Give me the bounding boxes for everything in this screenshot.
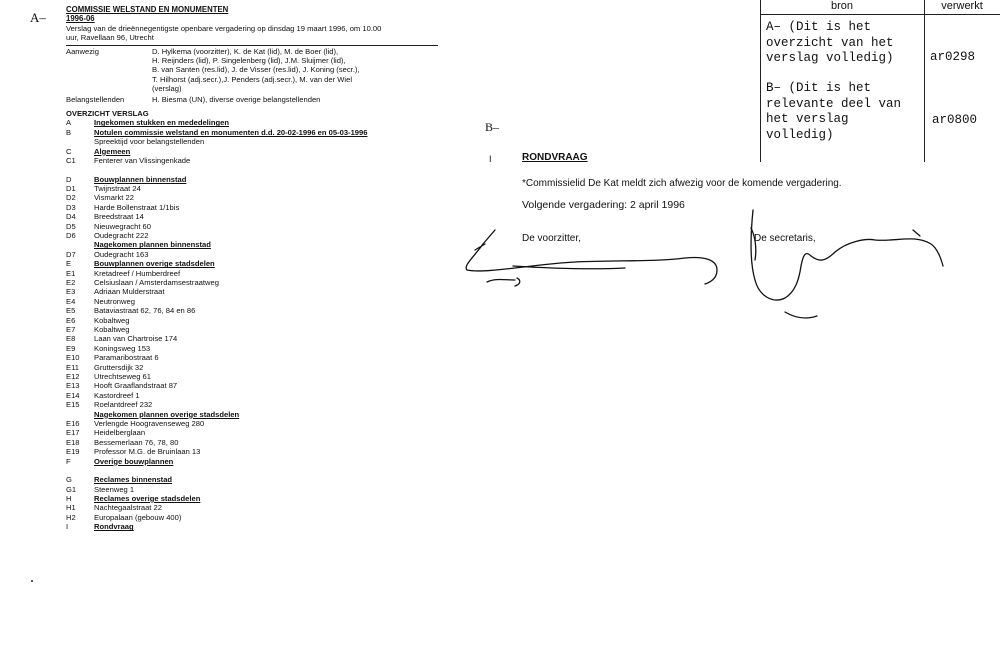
agenda-item-code: H1 bbox=[66, 503, 76, 513]
stakeholders-block bbox=[66, 95, 438, 104]
column-header-bron: bron bbox=[760, 0, 924, 15]
agenda-item bbox=[66, 457, 438, 466]
agenda-item-code: E19 bbox=[66, 447, 80, 457]
agenda-item bbox=[66, 306, 438, 315]
source-note-a: A– (Dit is het overzicht van het verslag volledig) bbox=[766, 20, 894, 65]
agenda-item-code: E8 bbox=[66, 334, 76, 344]
overview-title: OVERZICHT VERSLAG bbox=[66, 109, 149, 119]
agenda-item-code: E16 bbox=[66, 419, 80, 429]
agenda-item bbox=[66, 438, 438, 447]
agenda-item bbox=[66, 231, 438, 240]
agenda-item-code: E10 bbox=[66, 353, 80, 363]
agenda-item bbox=[66, 184, 438, 193]
agenda-item bbox=[66, 391, 438, 400]
agenda-item-text: Ingekomen stukken en mededelingen bbox=[94, 118, 230, 128]
agenda-item-text: Bouwplannen binnenstad bbox=[94, 174, 187, 184]
next-meeting: Volgende vergadering: 2 april 1996 bbox=[522, 199, 685, 211]
agenda-item-text: Steenweg 1 bbox=[94, 484, 135, 494]
agenda-item-text: Bouwplannen overige stadsdelen bbox=[94, 259, 215, 269]
agenda-item-code bbox=[66, 137, 94, 146]
agenda-item-code: C bbox=[66, 146, 72, 156]
agenda-item-text: Rondvraag bbox=[94, 522, 134, 532]
agenda-item bbox=[66, 297, 438, 306]
agenda-item bbox=[66, 128, 438, 137]
report-overview-column bbox=[66, 5, 438, 532]
agenda-item-code: E17 bbox=[66, 428, 80, 438]
agenda-item-text: Gruttersdijk 32 bbox=[94, 362, 144, 372]
agenda-item-code: E7 bbox=[66, 325, 76, 334]
agenda-item bbox=[66, 193, 438, 202]
agenda-item-code bbox=[66, 240, 94, 249]
agenda-item bbox=[66, 344, 438, 353]
intro-line-1: Verslag van de drieënnegentigste openbare vergadering op dinsdag 19 maart 1996, om 10.00 bbox=[66, 23, 382, 33]
agenda-item-code: C1 bbox=[66, 156, 76, 166]
agenda-item bbox=[66, 118, 438, 127]
agenda-item-text: Professor M.G. de Bruinlaan 13 bbox=[94, 447, 201, 457]
agenda-item-code: G bbox=[66, 475, 72, 485]
agenda-item-code: D1 bbox=[66, 183, 76, 193]
agenda-item-text: Breedstraat 14 bbox=[94, 212, 144, 222]
agenda-item bbox=[66, 287, 438, 296]
agenda-item-text: Nagekomen plannen overige stadsdelen bbox=[94, 409, 240, 419]
agenda-item-text: Notulen commissie welstand en monumenten d.d. 20-02-1996 en 05-03-1996 bbox=[94, 127, 368, 137]
agenda-item-text: Kretadreef / Humberdreef bbox=[94, 268, 181, 278]
agenda-item bbox=[66, 381, 438, 390]
agenda-item-code: D3 bbox=[66, 202, 76, 212]
agenda-item bbox=[66, 250, 438, 259]
agenda-item bbox=[66, 269, 438, 278]
agenda-item-text: Heidelberglaan bbox=[94, 428, 146, 438]
agenda-item bbox=[66, 222, 438, 231]
agenda-item bbox=[66, 522, 438, 531]
agenda-item bbox=[66, 447, 438, 456]
agenda-item-text: Adriaan Mulderstraat bbox=[94, 287, 165, 297]
agenda-item bbox=[66, 137, 438, 146]
archive-code-a: ar0298 bbox=[930, 50, 976, 64]
agenda-item bbox=[66, 316, 438, 325]
agenda-item-code: D5 bbox=[66, 221, 76, 231]
section-marker-a: A– bbox=[30, 10, 46, 25]
archive-code-b: ar0800 bbox=[932, 113, 978, 127]
agenda-item-code: E14 bbox=[66, 390, 80, 400]
agenda-item-code: E bbox=[66, 259, 72, 269]
source-note-b: B– (Dit is het relevante deel van het verslag volledig) bbox=[766, 81, 902, 142]
agenda-item bbox=[66, 372, 438, 381]
agenda-item bbox=[66, 240, 438, 249]
agenda-item-text: Fenterer van Vlissingenkade bbox=[94, 156, 191, 166]
agenda-item-text: Utrechtseweg 61 bbox=[94, 372, 151, 382]
agenda-item-text: Europalaan (gebouw 400) bbox=[94, 512, 182, 522]
agenda-item-code: F bbox=[66, 456, 71, 466]
agenda-item-text: Overige bouwplannen bbox=[94, 456, 174, 466]
agenda-item-code: B bbox=[66, 127, 72, 137]
agenda-item-code: E5 bbox=[66, 306, 76, 316]
agenda-item-text: Hooft Graaflandstraat 87 bbox=[94, 381, 178, 391]
agenda-item-text: Paramaribostraat 6 bbox=[94, 353, 159, 363]
agenda-item-code: E4 bbox=[66, 296, 76, 306]
agenda-item bbox=[66, 363, 438, 372]
committee-title: COMMISSIE WELSTAND EN MONUMENTEN bbox=[66, 5, 229, 14]
agenda-item-text: Bataviastraat 62, 76, 84 en 86 bbox=[94, 306, 196, 316]
agenda-item-text: Neutronweg bbox=[94, 296, 135, 306]
agenda-item-text: Spreektijd voor belangstellenden bbox=[94, 137, 205, 147]
agenda-item-text: Roelantdreef 232 bbox=[94, 400, 153, 410]
chair-label: De voorzitter, bbox=[522, 233, 581, 244]
agenda-item-code: D7 bbox=[66, 249, 76, 259]
source-table bbox=[760, 0, 1000, 162]
agenda-item-text: Bessemerlaan 76, 78, 80 bbox=[94, 437, 179, 447]
agenda-item-code: D4 bbox=[66, 212, 76, 222]
agenda-item-code: G1 bbox=[66, 484, 77, 494]
agenda-item-code: E13 bbox=[66, 381, 80, 391]
agenda-item-code: E18 bbox=[66, 437, 80, 447]
agenda-item bbox=[66, 147, 438, 156]
agenda-item-text: Kobaltweg bbox=[94, 315, 130, 325]
agenda-item-text: Reclames overige stadsdelen bbox=[94, 493, 201, 503]
agenda-item-text: Koningsweg 153 bbox=[94, 343, 151, 353]
agenda-item-code: E15 bbox=[66, 400, 80, 410]
agenda-item-text: Reclames binnenstad bbox=[94, 475, 173, 485]
agenda-item-code: E1 bbox=[66, 268, 76, 278]
attendance-block bbox=[66, 47, 438, 94]
secretary-label: De secretaris, bbox=[754, 233, 816, 244]
rondvraag-note: *Commissielid De Kat meldt zich afwezig voor de komende vergadering. bbox=[522, 178, 842, 189]
agenda-item-code: H2 bbox=[66, 512, 76, 522]
agenda-item-code: E9 bbox=[66, 343, 76, 353]
rondvraag-title: RONDVRAAG bbox=[522, 152, 588, 163]
agenda-list bbox=[66, 118, 438, 531]
agenda-item bbox=[66, 475, 438, 484]
handwritten-signatures bbox=[455, 200, 975, 330]
agenda-item-code: E3 bbox=[66, 287, 76, 297]
agenda-item bbox=[66, 334, 438, 343]
agenda-item bbox=[66, 400, 438, 409]
agenda-item bbox=[66, 428, 438, 437]
agenda-item bbox=[66, 513, 438, 522]
intro-line-2: uur, Ravellaan 96, Utrecht bbox=[66, 33, 154, 43]
agenda-item-text: Nachtegaalstraat 22 bbox=[94, 503, 162, 513]
attendance-list bbox=[152, 47, 438, 94]
agenda-item bbox=[66, 259, 438, 268]
agenda-item-text: Celsiuslaan / Amsterdamsestraatweg bbox=[94, 277, 219, 287]
agenda-item-text: Nieuwegracht 60 bbox=[94, 221, 151, 231]
agenda-item-text: Nagekomen plannen binnenstad bbox=[94, 240, 211, 250]
agenda-item bbox=[66, 278, 438, 287]
stakeholders-label: Belangstellenden bbox=[66, 94, 125, 104]
attendance-line: (verslag) bbox=[152, 84, 182, 94]
agenda-item bbox=[66, 410, 438, 419]
agenda-item bbox=[66, 156, 438, 165]
agenda-item-text: Vismarkt 22 bbox=[94, 193, 134, 203]
agenda-item-code: E12 bbox=[66, 372, 80, 382]
agenda-item-code: H bbox=[66, 493, 72, 503]
agenda-item bbox=[66, 503, 438, 512]
agenda-item bbox=[66, 325, 438, 334]
rondvraag-code: I bbox=[489, 154, 492, 164]
agenda-item-code: E6 bbox=[66, 315, 76, 325]
agenda-item-text: Kastordreef 1 bbox=[94, 390, 140, 400]
agenda-spacer bbox=[66, 466, 438, 475]
agenda-item-text: Kobaltweg bbox=[94, 325, 130, 334]
agenda-item bbox=[66, 353, 438, 362]
stray-dot bbox=[31, 580, 33, 582]
agenda-item-text: Oudegracht 163 bbox=[94, 249, 149, 259]
agenda-item-text: Algemeen bbox=[94, 146, 131, 156]
attendance-line: T. Hilhorst (adj.secr.),J. Penders (adj.secr.), M. van der Wiel bbox=[152, 74, 353, 84]
stakeholders-value: H. Biesma (UN), diverse overige belangstellenden bbox=[152, 94, 321, 104]
agenda-item bbox=[66, 485, 438, 494]
agenda-item-text: Oudegracht 222 bbox=[94, 230, 149, 240]
agenda-item-code: E2 bbox=[66, 277, 76, 287]
agenda-item bbox=[66, 212, 438, 221]
agenda-item bbox=[66, 494, 438, 503]
agenda-item-code: A bbox=[66, 118, 72, 128]
agenda-spacer bbox=[66, 166, 438, 175]
agenda-item bbox=[66, 175, 438, 184]
agenda-item-text: Twijnstraat 24 bbox=[94, 183, 141, 193]
document-number: 1996-06 bbox=[66, 14, 95, 24]
agenda-item-code bbox=[66, 410, 94, 419]
agenda-item-text: Laan van Chartroise 174 bbox=[94, 334, 178, 344]
agenda-item-code: D6 bbox=[66, 230, 76, 240]
agenda-item bbox=[66, 203, 438, 212]
agenda-item-code: E11 bbox=[66, 362, 79, 372]
column-header-verwerkt: verwerkt bbox=[924, 0, 1000, 15]
attendance-line: B. van Santen (res.lid), J. de Visser (res.lid), J. Koning (secr.), bbox=[152, 65, 360, 75]
attendance-line: H. Reijnders (lid), P. Singelenberg (lid), J.M. Sluijmer (lid), bbox=[152, 56, 346, 66]
agenda-item-code: D2 bbox=[66, 193, 76, 203]
header-divider bbox=[66, 45, 438, 46]
agenda-item-code: D bbox=[66, 174, 72, 184]
agenda-item-text: Verlengde Hoogravenseweg 280 bbox=[94, 419, 205, 429]
section-marker-b: B– bbox=[485, 120, 500, 134]
attendance-line: D. Hylkema (voorzitter), K. de Kat (lid), M. de Boer (lid), bbox=[152, 46, 339, 56]
agenda-item-code: I bbox=[66, 522, 69, 532]
attendance-label: Aanwezig bbox=[66, 46, 99, 56]
agenda-item bbox=[66, 419, 438, 428]
agenda-item-text: Harde Bollenstraat 1/1bis bbox=[94, 202, 180, 212]
